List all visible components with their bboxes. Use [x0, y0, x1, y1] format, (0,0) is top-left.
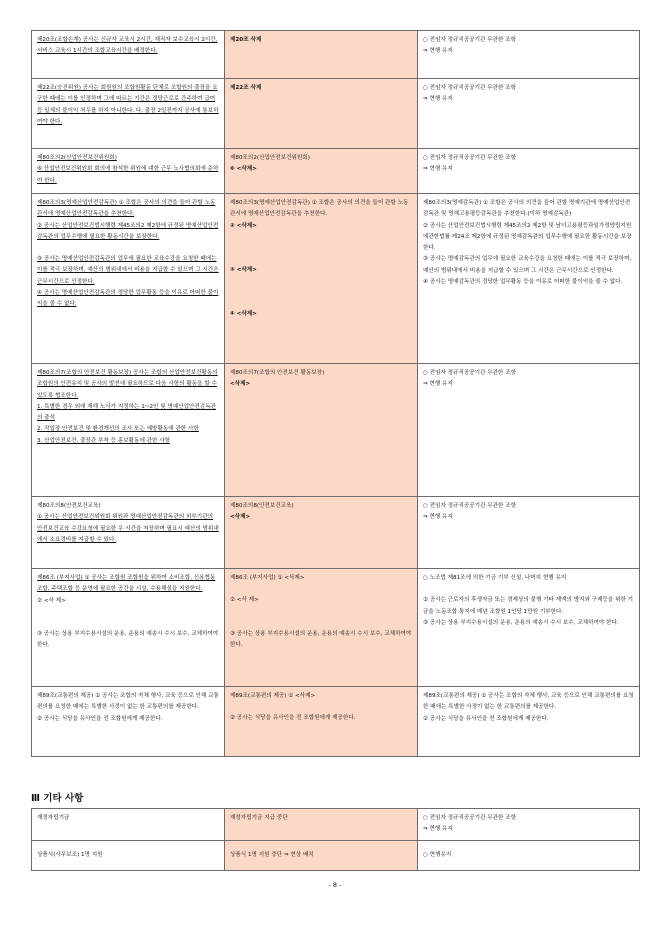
table-row — [32, 497, 640, 569]
table-row — [32, 840, 640, 870]
review-note-cell: ○ 전임자 정규직공공기관 무관한 조항 ⇒ 현행 유지 — [418, 364, 640, 497]
review-note-cell: ○ 전임자 정규직공공기관 무관한 조항 ⇒ 현행 유지 — [418, 149, 640, 194]
current-clause-cell: 재정자립기금 — [32, 809, 225, 841]
revised-clause-cell: 제86조 (부지사업) ① <삭제> ② <삭 제> ③ 공사는 상용 부지수용시설의 운용, 운용의 예송시 수시 보수, 교체하여야 한다. — [225, 569, 418, 687]
revised-clause-cell: 제80조의3(명예산업안전감독관) ① 조합은 공사의 의견을 들어 관할 노동관서에 명예산업안전감독관을 추천한다. ② <삭제> ③ <삭제> ④ <삭제> — [225, 194, 418, 364]
table-row — [32, 809, 640, 841]
table-row — [32, 194, 640, 364]
revised-clause-cell: 제80조의7(조합의 안전보건 활동보장) <삭제> — [225, 364, 418, 497]
revised-clause-cell: 제80조의2(산업안전보건위원회) ⑥ <삭제> — [225, 149, 418, 194]
table-row — [32, 687, 640, 757]
revised-clause-cell: 상품식 1명 지원 중단 ⇒ 현상 배치 — [225, 840, 418, 870]
table-row — [32, 149, 640, 194]
current-clause-cell: 제89조(교통편의 제공) ① 공사는 조합의 자체 행사, 교육 등으로 인해 교통편의를 요청한 때에는 특별한 사정이 없는 한 교통편의를 제공한다. ② 공사는 식당을 유사인을 전 조합원에게 제공한다. — [32, 687, 225, 757]
table-row — [32, 31, 640, 79]
current-clause-cell: 제80조의3(명예산업안전감독관) ① 조합은 공사의 의견을 들어 관할 노동관서에 명예산업안전감독관을 추천한다. ② 공사는 산업안전보건법시행령 제45조의2 제2항에 규정된 명예산업안전감독관의 업무수행에 필요한 활동시간을 보장한다. ③ 공사는 명예산업안전감독관의 업무에 필요한 교육수강을 요청한 때에는 이를 적극 보장하며, 예산의 범위내에서 비용을 지급할 수 있으며 그 시간은 근무시간으로 인정한다. ④ 공사는 명예산업안전감독관의 정당한 업무활동 등을 이유로 어떠한 불이익을 줄 수 없다. — [32, 194, 225, 364]
review-note-cell: ○ 현행유지 — [418, 840, 640, 870]
revised-clause-cell: 재정자립기금 지급 중단 — [225, 809, 418, 841]
current-clause-cell: 제22조(승진위원) 공사는 회원원의 조합원활동 단체로 조합원의 출장을 요구한 때에는 이를 인정하며 그에 따르는 기간은 정당근로로 간주하여 급여 등 일체의 불이익 처우를 하지 아니한다. 다, 출장 2일전까지 공사에 통보하여야 한다. — [32, 79, 225, 149]
review-note-cell: 제80조의3(명예감독관) ① 조합은 공사의 의견을 들어 관할 명예기관에 명예산업안전감독관 및 명예고용평등감독관을 추천한다.(이하 명예감독관) ② 공사는 산업안전보건법시행령 제45조의2 제2항 및 남녀고용평등과일가정양립지원에관한법률 제24조 제2항에 규정된 명예감독관의 업무수행에 필요한 활동시간을 보장한다. ③ 공사는 명예감독관의 업무에 필요한 교육수강을 요청한 때에는 이를 적극 보장하며, 예산의 범위내에서 비용을 지급할 수 있으며 그 시간은 근무시간으로 인정한다. ④ 공사는 명예감독관의 정당한 업무활동 등을 이유로 어떠한 불이익을 줄 수 없다. — [418, 194, 640, 364]
current-clause-cell: 제80조의7(조합의 안전보건 활동보장) 공사는 조합의 산업안전보건활동의 조합원의 안전유지 및 공사의 발전에 필요하므로 다음 사항의 활동을 할 수 있도록 협조한다. 1. 특별한 경우 외에 재해 노사가 지정하는 1~2인 및 명예산업안전감독관의 출석 2. 작업장 안전보건 및 환경개선의 조사 또는 예방활동에 관한 사항 3. 산업안전보건, 출장관 부착 등 홍보활동에 관한 사항 — [32, 364, 225, 497]
revised-clause-cell: 제22조 삭제 — [225, 79, 418, 149]
current-clause-cell: 제80조의2(산업안전보건위원회) ⑥ 산업안전보건위원회 회의에 참석한 위원에 대한 근무 노사협의회에 준하여 한다. — [32, 149, 225, 194]
review-note-cell: ○ 노조법 제81조에 의한 기금 기부 신설, 나머지 현행 유지 ② 공사는 근로자의 후생자금 또는 경제상의 불행 기타 재액의 방지와 구제등을 위한 기금을 노동조합 통지에 매년 조합원 1인당 1만원 기부한다. ③ 공사는 상용 부지수용시설의 운용, 운용의 예송시 수시 보수, 교체하여야 한다. — [418, 569, 640, 687]
revised-clause-cell: 제20조 삭제 — [225, 31, 418, 79]
current-clause-cell: 상품식(사무보조) 1명 지원 — [32, 840, 225, 870]
other-items-table — [31, 808, 640, 871]
review-note-cell: ○ 전임자 정규직공공기관 무관한 조항 ⇒ 현행 유지 — [418, 31, 640, 79]
current-clause-cell: 제86조 (부지사업) ① 공사는 조합원 조합원을 위하여 소비조합, 신용협동조합, 주택조합 등 운영에 필요한 공간을 시설, 수용해설을 지원한다. ② <삭 제> ③ 공사는 상용 부지수용시설의 운용, 운용의 예송시 수시 보수, 교체하여야 한다. — [32, 569, 225, 687]
table-row — [32, 79, 640, 149]
comparison-table — [31, 30, 640, 757]
table-row — [32, 364, 640, 497]
section-title: Ⅲ 기타 사항 — [31, 793, 84, 804]
current-clause-cell: 제80조의8(안전보건교육) ① 공사는 산업안전보건위원회 위원과 명예산업안전감독관의 외부기관의 안전보건교육 수강요청에 필요한 우 시간을 저장하며 필요시 예산의 범위내에서 소요경비를 지급할 수 있다. — [32, 497, 225, 569]
review-note-cell: ○ 전임자 정규직공공기관 무관한 조항 ⇒ 현행 유지 — [418, 79, 640, 149]
revised-clause-cell: 제89조(교통편의 제공) ① <삭제> ② 공사는 식당을 유사인을 전 조합원에게 제공한다. — [225, 687, 418, 757]
revised-clause-cell: 제80조의8(안전보건교육) <삭제> — [225, 497, 418, 569]
review-note-cell: ○ 전임자 정규직공공기관 무관한 조항 ⇒ 현행 유지 — [418, 809, 640, 841]
page-number: - 8 - — [328, 881, 342, 889]
current-clause-cell: 제20조(조합손계) 공사는 신규자 교육시 2시간, 재직자 보수교육시 2시간, 서비스 교육시 1시간의 조합교육시간을 배정한다. — [32, 31, 225, 79]
review-note-cell: ○ 전임자 정규직공공기관 무관한 조항 ⇒ 현행 유지 — [418, 497, 640, 569]
review-note-cell: 제89조(교통편의 제공) ① 공사는 조합의 자체 행사, 교육 등으로 인해 교통편의를 요청한 때에는 특별한 사정이 없는 한 교통편의를 제공한다. ② 공사는 식당을 유사인을 전 조합원에게 제공한다. — [418, 687, 640, 757]
table-row — [32, 569, 640, 687]
